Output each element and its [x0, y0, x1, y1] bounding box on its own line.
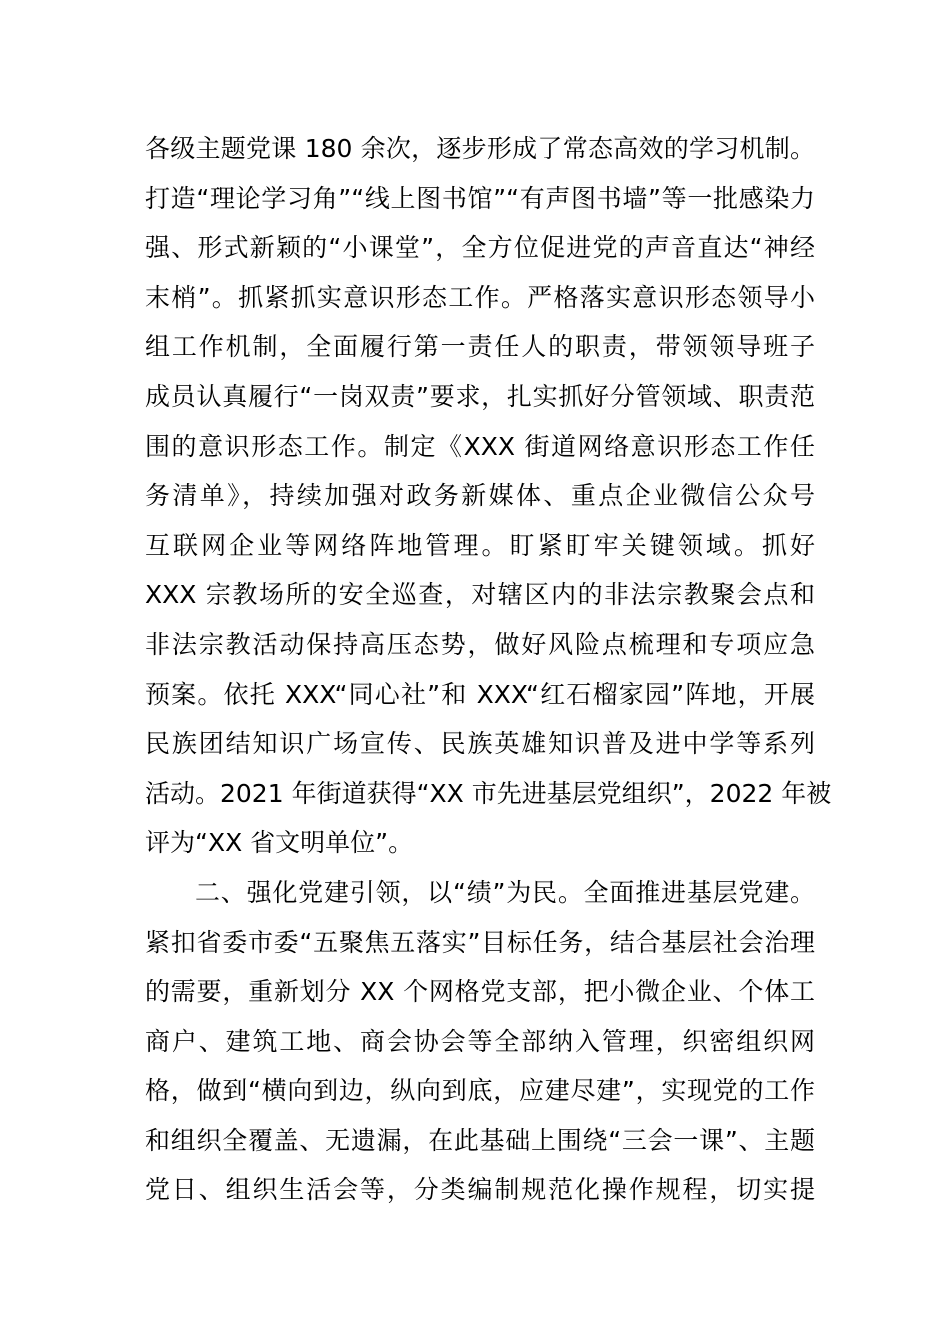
text-line: 互联网企业等网络阵地管理。盯紧盯牢关键领域。抓好 — [145, 530, 815, 560]
text-line: 格，做到“横向到边，纵向到底，应建尽建”，实现党的工作 — [145, 1076, 815, 1106]
text-line: 紧扣省委市委“五聚焦五落实”目标任务，结合基层社会治理 — [145, 927, 815, 957]
section-heading-line: 二、强化党建引领，以“绩”为民。全面推进基层党建。 — [195, 877, 815, 907]
text-line: 商户、建筑工地、商会协会等全部纳入管理，织密组织网 — [145, 1026, 815, 1056]
text-line: 党日、组织生活会等，分类编制规范化操作规程，切实提 — [145, 1175, 815, 1205]
text-line: 活动。2021 年街道获得“XX 市先进基层党组织”，2022 年被 — [145, 778, 832, 808]
text-line: 围的意识形态工作。制定《XXX 街道网络意识形态工作任 — [145, 431, 815, 461]
document-body — [145, 124, 832, 1215]
paragraph-last-line: 评为“XX 省文明单位”。 — [145, 828, 414, 858]
text-line: 预案。依托 XXX“同心社”和 XXX“红石榴家园”阵地，开展 — [145, 679, 815, 709]
text-line: 非法宗教活动保持高压态势，做好风险点梳理和专项应急 — [145, 629, 815, 659]
text-line: 务清单》，持续加强对政务新媒体、重点企业微信公众号 — [145, 481, 815, 511]
text-line: 的需要，重新划分 XX 个网格党支部，把小微企业、个体工 — [145, 977, 815, 1007]
text-line: 民族团结知识广场宣传、民族英雄知识普及进中学等系列 — [145, 729, 815, 759]
text-line: 组工作机制，全面履行第一责任人的职责，带领领导班子 — [145, 332, 815, 362]
text-line: 和组织全覆盖、无遗漏，在此基础上围绕“三会一课”、主题 — [145, 1125, 815, 1155]
text-line: 成员认真履行“一岗双责”要求，扎实抓好分管领域、职责范 — [145, 381, 815, 411]
text-line: 各级主题党课 180 余次，逐步形成了常态高效的学习机制。 — [145, 134, 815, 163]
text-line: 末梢”。抓紧抓实意识形态工作。严格落实意识形态领导小 — [145, 282, 815, 312]
text-line: 强、形式新颖的“小课堂”，全方位促进党的声音直达“神经 — [145, 233, 815, 263]
text-line: XXX 宗教场所的安全巡查，对辖区内的非法宗教聚会点和 — [145, 580, 815, 610]
text-line: 打造“理论学习角”“线上图书馆”“有声图书墙”等一批感染力 — [145, 183, 815, 213]
